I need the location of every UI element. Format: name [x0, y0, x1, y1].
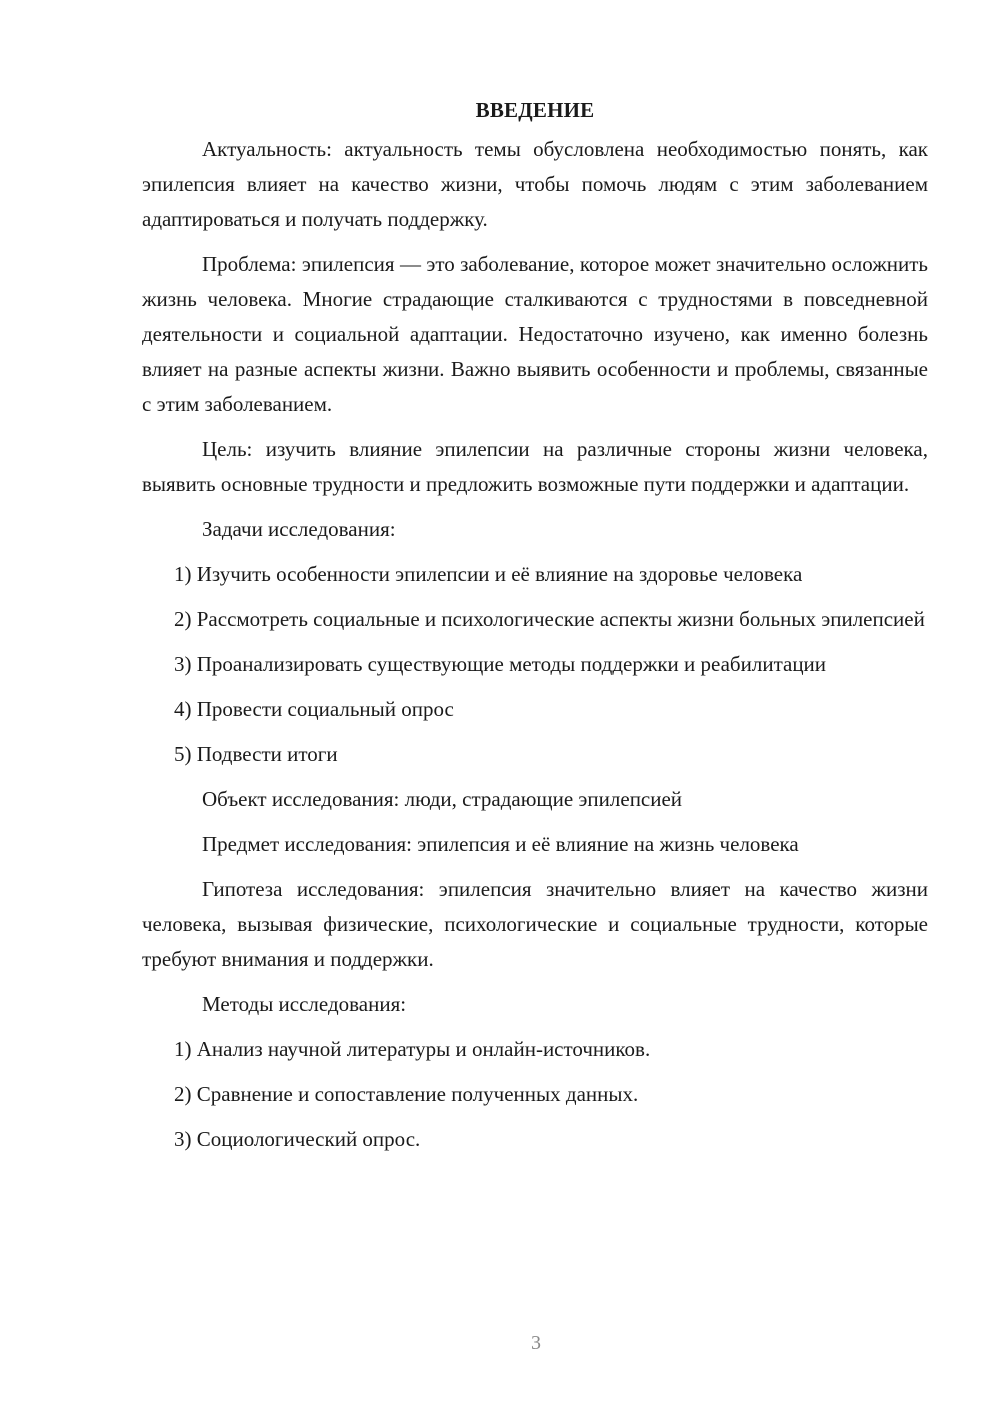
method-item-2: 2) Сравнение и сопоставление полученных данных. [174, 1082, 639, 1106]
page-title: ВВЕДЕНИЕ [475, 98, 595, 122]
task-item-2: 2) Рассмотреть социальные и психологические аспекты жизни больных эпилепсией [174, 607, 925, 631]
task-item-1: 1) Изучить особенности эпилепсии и её влияние на здоровье человека [174, 562, 803, 586]
task-item-3: 3) Проанализировать существующие методы поддержки и реабилитации [174, 652, 827, 676]
hypothesis-paragraph: Гипотеза исследования: эпилепсия значительно влияет на качество жизни человека, вызывая физические, психологические и социальные трудности, которые требуют внимания и поддержки. [142, 877, 928, 971]
page-number: 3 [531, 1332, 541, 1354]
object-paragraph: Объект исследования: люди, страдающие эпилепсией [202, 787, 683, 811]
subject-paragraph: Предмет исследования: эпилепсия и её влияние на жизнь человека [202, 832, 799, 856]
method-item-1: 1) Анализ научной литературы и онлайн-источников. [174, 1037, 651, 1061]
methods-heading: Методы исследования: [202, 992, 407, 1016]
document-page [142, 92, 928, 1167]
method-item-3: 3) Социологический опрос. [174, 1127, 421, 1151]
goal-paragraph: Цель: изучить влияние эпилепсии на различные стороны жизни человека, выявить основные трудности и предложить возможные пути поддержки и адаптации. [142, 437, 928, 496]
task-item-5: 5) Подвести итоги [174, 742, 338, 766]
task-item-4: 4) Провести социальный опрос [174, 697, 454, 721]
relevance-paragraph: Актуальность: актуальность темы обусловлена необходимостью понять, как эпилепсия влияет на качество жизни, чтобы помочь людям с этим заболеванием адаптироваться и получать поддержку. [142, 137, 928, 231]
problem-paragraph: Проблема: эпилепсия — это заболевание, которое может значительно осложнить жизнь человека. Многие страдающие сталкиваются с трудностями в повседневной деятельности и социальной адаптации. Недостаточно изучено, как именно болезнь влияет на разные аспекты жизни. Важно выявить особенности и проблемы, связанные с этим заболеванием. [142, 252, 928, 416]
tasks-heading: Задачи исследования: [202, 517, 396, 541]
